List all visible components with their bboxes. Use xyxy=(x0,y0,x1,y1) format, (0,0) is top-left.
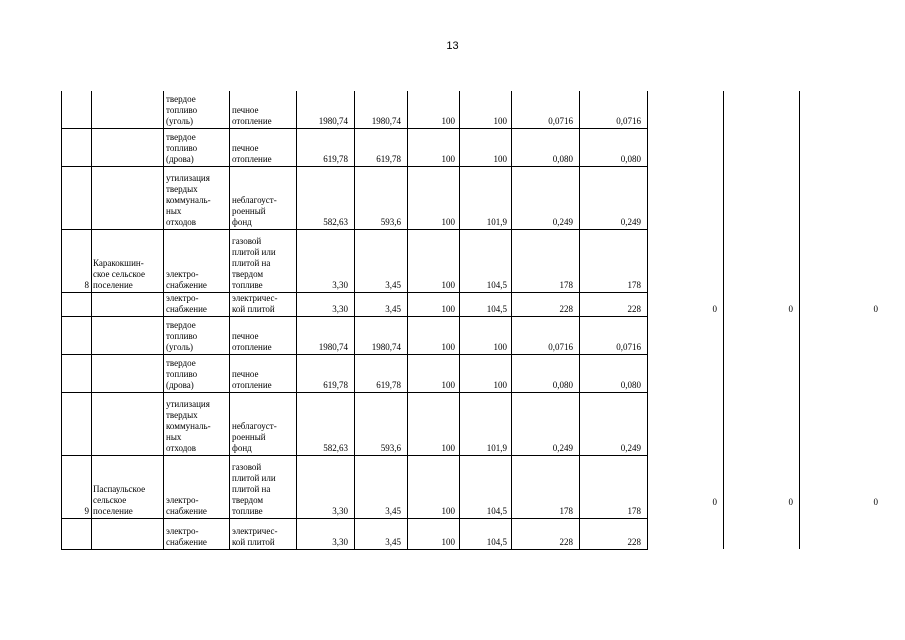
value-1 xyxy=(298,355,348,391)
summary-a xyxy=(649,497,717,508)
tariff-1 xyxy=(513,519,573,548)
heating-type-text: печное отопление xyxy=(232,369,272,390)
percent-2 xyxy=(461,393,507,454)
percent-1-text: 100 xyxy=(441,443,455,453)
heating-type xyxy=(232,92,295,127)
percent-1-text: 100 xyxy=(441,116,455,126)
value-1 xyxy=(298,129,348,165)
value-2 xyxy=(356,230,401,291)
tariff-1 xyxy=(513,129,573,165)
value-2 xyxy=(356,519,401,548)
value-2-text: 619,78 xyxy=(376,154,401,164)
value-2-text: 3,45 xyxy=(385,537,401,547)
value-1-text: 1980,74 xyxy=(318,116,348,126)
row-number xyxy=(63,456,89,517)
percent-1-text: 100 xyxy=(441,217,455,227)
value-2 xyxy=(356,393,401,454)
tariff-2 xyxy=(581,92,641,127)
service-type-text: электро- снабжение xyxy=(166,495,207,516)
table-vertical-line xyxy=(579,91,580,549)
service-type xyxy=(166,230,228,291)
percent-2-text: 104,5 xyxy=(486,304,507,314)
value-2-text: 3,45 xyxy=(385,280,401,290)
table-vertical-line xyxy=(354,91,355,549)
heating-type xyxy=(232,230,295,291)
summary-b xyxy=(725,497,793,508)
tariff-2-text: 0,249 xyxy=(620,217,641,227)
percent-2-text: 101,9 xyxy=(486,443,507,453)
tariff-1-text: 0,080 xyxy=(552,154,573,164)
tariff-1-text: 0,080 xyxy=(552,380,573,390)
value-1-text: 3,30 xyxy=(332,537,348,547)
tariff-1 xyxy=(513,355,573,391)
percent-2 xyxy=(461,519,507,548)
table-vertical-line xyxy=(799,91,800,549)
tariff-1 xyxy=(513,167,573,228)
row-number-text: 9 xyxy=(84,506,89,516)
heating-type xyxy=(232,317,295,353)
percent-1 xyxy=(409,129,455,165)
service-type-text: электро- снабжение xyxy=(166,293,207,314)
heating-type xyxy=(232,355,295,391)
value-1-text: 619,78 xyxy=(323,154,348,164)
tariff-1 xyxy=(513,230,573,291)
heating-type xyxy=(232,393,295,454)
service-type xyxy=(166,317,228,353)
summary-a-text: 0 xyxy=(712,304,717,314)
percent-2 xyxy=(461,230,507,291)
percent-1 xyxy=(409,456,455,517)
tariff-1-text: 228 xyxy=(559,537,573,547)
heating-type-text: печное отопление xyxy=(232,105,272,126)
tariff-1-text: 0,249 xyxy=(552,443,573,453)
summary-c-text: 0 xyxy=(873,304,878,314)
service-type-text: утилизация твердых коммуналь- ных отходов xyxy=(166,173,211,227)
settlement-name-text: Паспаульское сельское поселение xyxy=(93,484,146,516)
percent-1 xyxy=(409,393,455,454)
value-1 xyxy=(298,393,348,454)
page-number: 13 xyxy=(446,40,459,52)
value-1 xyxy=(298,167,348,228)
value-1-text: 619,78 xyxy=(323,380,348,390)
percent-1 xyxy=(409,355,455,391)
service-type xyxy=(166,167,228,228)
value-1 xyxy=(298,92,348,127)
tariff-2-text: 0,0716 xyxy=(616,116,641,126)
service-type-text: утилизация твердых коммуналь- ных отходов xyxy=(166,399,211,453)
service-type-text: электро- снабжение xyxy=(166,269,207,290)
table-vertical-line xyxy=(647,91,648,549)
value-2-text: 1980,74 xyxy=(371,116,401,126)
tariff-2 xyxy=(581,519,641,548)
service-type xyxy=(166,393,228,454)
tariff-1-text: 0,0716 xyxy=(548,342,573,352)
value-2 xyxy=(356,129,401,165)
heating-type-text: неблагоуст- роенный фонд xyxy=(232,195,277,227)
table-vertical-line xyxy=(511,91,512,549)
value-2-text: 593,6 xyxy=(380,443,401,453)
heating-type-text: печное отопление xyxy=(232,143,272,164)
table-vertical-line xyxy=(61,91,62,549)
tariff-1-text: 228 xyxy=(559,304,573,314)
percent-1-text: 100 xyxy=(441,342,455,352)
summary-b-text: 0 xyxy=(788,304,793,314)
summary-b-text: 0 xyxy=(788,497,793,507)
value-1-text: 3,30 xyxy=(332,506,348,516)
heating-type xyxy=(232,293,295,315)
table-vertical-line xyxy=(163,91,164,549)
percent-2-text: 104,5 xyxy=(486,537,507,547)
table-vertical-line xyxy=(296,91,297,549)
percent-1-text: 100 xyxy=(441,380,455,390)
value-2-text: 593,6 xyxy=(380,217,401,227)
percent-2-text: 100 xyxy=(493,154,507,164)
value-1-text: 3,30 xyxy=(332,304,348,314)
tariff-2-text: 0,0716 xyxy=(616,342,641,352)
summary-c xyxy=(801,497,878,508)
table-vertical-line xyxy=(229,91,230,549)
service-type-text: твердое топливо (дрова) xyxy=(166,358,198,390)
percent-2-text: 104,5 xyxy=(486,506,507,516)
percent-1 xyxy=(409,167,455,228)
tariff-2 xyxy=(581,129,641,165)
value-1 xyxy=(298,293,348,315)
tariff-1-text: 0,249 xyxy=(552,217,573,227)
summary-c-text: 0 xyxy=(873,497,878,507)
tariff-2 xyxy=(581,317,641,353)
percent-1-text: 100 xyxy=(441,280,455,290)
tariff-2 xyxy=(581,293,641,315)
service-type xyxy=(166,355,228,391)
service-type xyxy=(166,519,228,548)
tariff-2-text: 228 xyxy=(627,537,641,547)
value-2 xyxy=(356,355,401,391)
tariff-2 xyxy=(581,393,641,454)
value-1-text: 582,63 xyxy=(323,443,348,453)
value-1 xyxy=(298,456,348,517)
table-vertical-line xyxy=(723,91,724,549)
row-number xyxy=(63,230,89,291)
summary-a-text: 0 xyxy=(712,497,717,507)
tariff-1 xyxy=(513,92,573,127)
summary-b xyxy=(725,304,793,315)
percent-1 xyxy=(409,293,455,315)
settlement-name-text: Каракокшин- ское сельское поселение xyxy=(93,258,145,290)
tariff-1 xyxy=(513,317,573,353)
value-2 xyxy=(356,167,401,228)
row-number-text: 8 xyxy=(84,280,89,290)
value-2 xyxy=(356,92,401,127)
value-2 xyxy=(356,456,401,517)
value-1-text: 1980,74 xyxy=(318,342,348,352)
service-type-text: твердое топливо (уголь) xyxy=(166,94,198,126)
percent-1-text: 100 xyxy=(441,506,455,516)
tariff-2 xyxy=(581,230,641,291)
heating-type-text: электричес- кой плитой xyxy=(232,526,278,547)
heating-type xyxy=(232,519,295,548)
percent-2-text: 100 xyxy=(493,116,507,126)
percent-2 xyxy=(461,129,507,165)
percent-1-text: 100 xyxy=(441,304,455,314)
tariff-2-text: 0,080 xyxy=(620,154,641,164)
settlement-name xyxy=(93,230,161,291)
service-type xyxy=(166,293,228,315)
percent-1 xyxy=(409,92,455,127)
settlement-name xyxy=(93,456,161,517)
heating-type-text: газовой плитой или плитой на твердом топливе xyxy=(232,462,276,516)
heating-type-text: газовой плитой или плитой на твердом топливе xyxy=(232,236,276,290)
heating-type xyxy=(232,167,295,228)
summary-a xyxy=(649,304,717,315)
percent-1 xyxy=(409,230,455,291)
value-2-text: 3,45 xyxy=(385,506,401,516)
percent-1 xyxy=(409,317,455,353)
heating-type-text: печное отопление xyxy=(232,331,272,352)
heating-type xyxy=(232,129,295,165)
value-1 xyxy=(298,230,348,291)
table-vertical-line xyxy=(459,91,460,549)
percent-2-text: 101,9 xyxy=(486,217,507,227)
tariff-1 xyxy=(513,393,573,454)
tariff-2-text: 178 xyxy=(627,280,641,290)
service-type xyxy=(166,92,228,127)
value-2 xyxy=(356,293,401,315)
service-type-text: электро- снабжение xyxy=(166,526,207,547)
tariff-2 xyxy=(581,355,641,391)
percent-1-text: 100 xyxy=(441,154,455,164)
tariff-1-text: 178 xyxy=(559,280,573,290)
percent-2 xyxy=(461,167,507,228)
tariff-2-text: 0,080 xyxy=(620,380,641,390)
percent-2 xyxy=(461,355,507,391)
value-1 xyxy=(298,317,348,353)
percent-2-text: 100 xyxy=(493,342,507,352)
heating-type-text: неблагоуст- роенный фонд xyxy=(232,421,277,453)
service-type-text: твердое топливо (дрова) xyxy=(166,132,198,164)
value-1 xyxy=(298,519,348,548)
tariff-2 xyxy=(581,167,641,228)
heating-type xyxy=(232,456,295,517)
value-2-text: 619,78 xyxy=(376,380,401,390)
heating-type-text: электричес- кой плитой xyxy=(232,293,278,314)
table-bottom-line xyxy=(61,549,648,550)
value-1-text: 582,63 xyxy=(323,217,348,227)
table-vertical-line xyxy=(91,91,92,549)
tariff-2-text: 0,249 xyxy=(620,443,641,453)
tariff-1 xyxy=(513,456,573,517)
summary-c xyxy=(801,304,878,315)
value-1-text: 3,30 xyxy=(332,280,348,290)
percent-2 xyxy=(461,293,507,315)
percent-1 xyxy=(409,519,455,548)
tariff-1-text: 178 xyxy=(559,506,573,516)
percent-2 xyxy=(461,456,507,517)
tariff-1-text: 0,0716 xyxy=(548,116,573,126)
percent-2 xyxy=(461,92,507,127)
tariff-2 xyxy=(581,456,641,517)
table-vertical-line xyxy=(407,91,408,549)
percent-1-text: 100 xyxy=(441,537,455,547)
service-type xyxy=(166,456,228,517)
service-type xyxy=(166,129,228,165)
percent-2-text: 104,5 xyxy=(486,280,507,290)
service-type-text: твердое топливо (уголь) xyxy=(166,320,198,352)
percent-2 xyxy=(461,317,507,353)
percent-2-text: 100 xyxy=(493,380,507,390)
tariff-1 xyxy=(513,293,573,315)
value-2 xyxy=(356,317,401,353)
value-2-text: 3,45 xyxy=(385,304,401,314)
tariff-2-text: 178 xyxy=(627,506,641,516)
value-2-text: 1980,74 xyxy=(371,342,401,352)
tariff-2-text: 228 xyxy=(627,304,641,314)
